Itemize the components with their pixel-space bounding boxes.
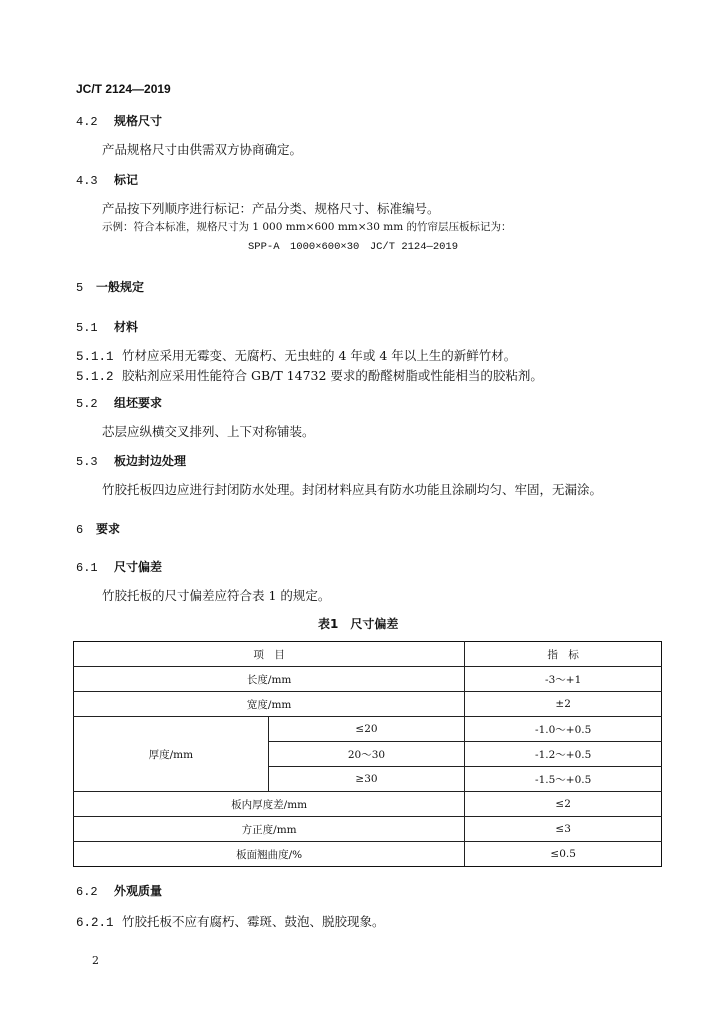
- thickness-value: -1.2～+0.5: [465, 742, 662, 767]
- heading-4-2: [76, 112, 162, 129]
- heading-number: 5.2: [76, 397, 98, 411]
- heading-title: 标记: [114, 173, 139, 187]
- table-row: [74, 717, 662, 742]
- heading-number: 6.1: [76, 561, 98, 575]
- heading-number: 5.1: [76, 321, 98, 335]
- clause-number: 5.1.1: [76, 350, 114, 364]
- heading-5-1: [76, 318, 138, 335]
- heading-number: 4.2: [76, 115, 98, 129]
- table-row: [74, 817, 662, 842]
- row-value-length: -3～+1: [465, 667, 662, 692]
- heading-5-2: [76, 394, 162, 411]
- heading-number: 6.2: [76, 885, 98, 899]
- row-item-length: 长度/mm: [74, 667, 465, 692]
- thickness-value: -1.0～+0.5: [465, 717, 662, 742]
- paragraph-6-1: 竹胶托板的尺寸偏差应符合表 1 的规定。: [102, 588, 331, 603]
- table-header-row: [74, 642, 662, 667]
- heading-title: 要求: [96, 522, 121, 536]
- row-item-squareness: 方正度/mm: [74, 817, 465, 842]
- thickness-value: -1.5～+0.5: [465, 767, 662, 792]
- clause-5-1-1: [76, 346, 516, 364]
- clause-5-1-2: [76, 366, 543, 384]
- row-value-width: ±2: [465, 692, 662, 717]
- row-item-thickness-diff: 板内厚度差/mm: [74, 792, 465, 817]
- heading-title: 规格尺寸: [114, 114, 163, 128]
- heading-6-2: [76, 882, 162, 899]
- heading-5: [76, 278, 144, 295]
- clause-text: 竹材应采用无霉变、无腐朽、无虫蛀的 4 年或 4 年以上生的新鲜竹材。: [122, 348, 517, 363]
- heading-number: 5: [76, 281, 84, 295]
- heading-6-1: [76, 558, 162, 575]
- heading-4-3: [76, 171, 138, 188]
- heading-title: 板边封边处理: [114, 454, 187, 468]
- row-value-squareness: ≤3: [465, 817, 662, 842]
- clause-number: 6.2.1: [76, 916, 114, 930]
- dimension-deviation-table: [73, 641, 662, 867]
- table-caption: 表1 尺寸偏差: [318, 617, 399, 631]
- paragraph-4-3: 产品按下列顺序进行标记：产品分类、规格尺寸、标准编号。: [102, 201, 440, 216]
- heading-title: 尺寸偏差: [114, 560, 163, 574]
- heading-number: 4.3: [76, 174, 98, 188]
- clause-text: 竹胶托板不应有腐朽、霉斑、鼓泡、脱胶现象。: [122, 914, 385, 929]
- row-item-thickness: 厚度/mm: [74, 717, 269, 792]
- paragraph-5-3: 竹胶托板四边应进行封闭防水处理。封闭材料应具有防水功能且涂刷均匀、牢固，无漏涂。: [102, 482, 603, 497]
- heading-6: [76, 520, 120, 537]
- standard-code-header: JC/T 2124—2019: [76, 82, 171, 96]
- heading-number: 6: [76, 523, 84, 537]
- heading-title: 材料: [114, 320, 139, 334]
- thickness-range: ≤20: [268, 717, 465, 742]
- header-item: 项 目: [74, 642, 465, 667]
- row-value-warp: ≤0.5: [465, 842, 662, 867]
- clause-6-2-1: [76, 912, 385, 930]
- table-row: [74, 792, 662, 817]
- heading-title: 组坯要求: [114, 396, 163, 410]
- row-item-width: 宽度/mm: [74, 692, 465, 717]
- clause-text: 胶粘剂应采用性能符合 GB/T 14732 要求的酚醛树脂或性能相当的胶粘剂。: [122, 368, 543, 383]
- paragraph-4-2: 产品规格尺寸由供需双方协商确定。: [102, 142, 303, 157]
- table-row: [74, 667, 662, 692]
- clause-number: 5.1.2: [76, 370, 114, 384]
- table-row: [74, 842, 662, 867]
- row-value-thickness-diff: ≤2: [465, 792, 662, 817]
- header-value: 指 标: [465, 642, 662, 667]
- marking-example-code: SPP-A 1000×600×30 JC/T 2124—2019: [248, 241, 459, 253]
- row-item-warp: 板面翘曲度/%: [74, 842, 465, 867]
- heading-title: 外观质量: [114, 884, 163, 898]
- thickness-range: ≥30: [268, 767, 465, 792]
- heading-number: 5.3: [76, 455, 98, 469]
- table-row: [74, 692, 662, 717]
- page-number: 2: [92, 954, 99, 967]
- paragraph-5-2: 芯层应纵横交叉排列、上下对称铺装。: [102, 424, 315, 439]
- example-note: 示例：符合本标准，规格尺寸为 1 000 mm×600 mm×30 mm 的竹帘层压板标记为：: [102, 221, 512, 233]
- heading-5-3: [76, 452, 186, 469]
- heading-title: 一般规定: [96, 280, 145, 294]
- thickness-range: 20～30: [268, 742, 465, 767]
